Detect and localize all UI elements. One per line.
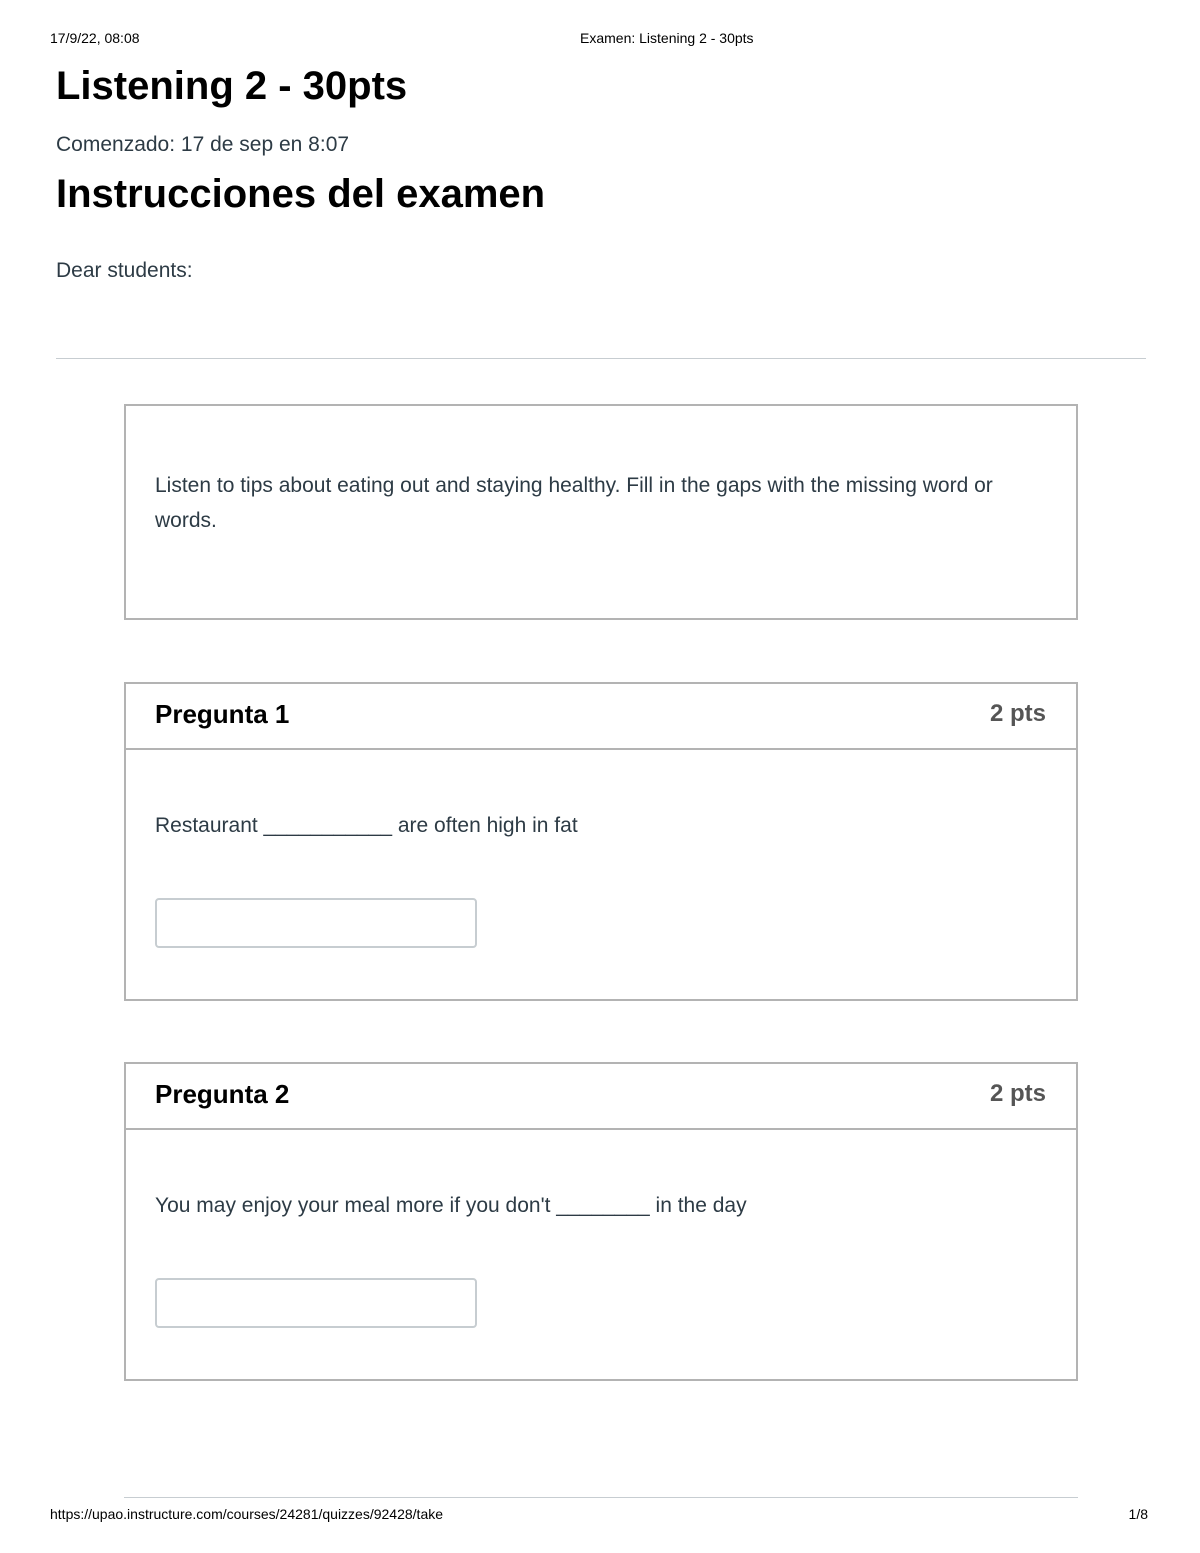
instructions-heading: Instrucciones del examen [56, 172, 546, 216]
question-text: You may enjoy your meal more if you don't ________ in the day [155, 1194, 747, 1217]
instructions-text: Listen to tips about eating out and staying healthy. Fill in the gaps with the missing word or words. [155, 474, 993, 532]
print-document-title: Examen: Listening 2 - 30pts [580, 30, 754, 46]
quiz-started-time: Comenzado: 17 de sep en 8:07 [56, 133, 350, 156]
answer-input[interactable] [155, 898, 477, 948]
question-card [124, 682, 1078, 1001]
quiz-title: Listening 2 - 30pts [56, 64, 408, 108]
instructions-greeting: Dear students: [56, 259, 193, 282]
print-header [50, 30, 1150, 50]
question-header [126, 684, 1076, 750]
question-name: Pregunta 2 [155, 1079, 290, 1109]
question-card [124, 1062, 1078, 1381]
page-number: 1/8 [1128, 1506, 1148, 1522]
question-body [126, 750, 1076, 999]
footer-divider [124, 1497, 1078, 1498]
page-url: https://upao.instructure.com/courses/24281/quizzes/92428/take [50, 1506, 444, 1522]
section-divider [56, 358, 1146, 359]
answer-input[interactable] [155, 1278, 477, 1328]
question-body [126, 1130, 1076, 1379]
question-points: 2 pts [989, 700, 1046, 727]
question-points: 2 pts [989, 1080, 1046, 1107]
question-name: Pregunta 1 [155, 699, 290, 729]
question-header [126, 1064, 1076, 1130]
print-footer [50, 1506, 1148, 1526]
instructions-text-block [124, 404, 1078, 620]
print-date: 17/9/22, 08:08 [50, 30, 140, 46]
question-text: Restaurant ___________ are often high in fat [155, 814, 578, 837]
